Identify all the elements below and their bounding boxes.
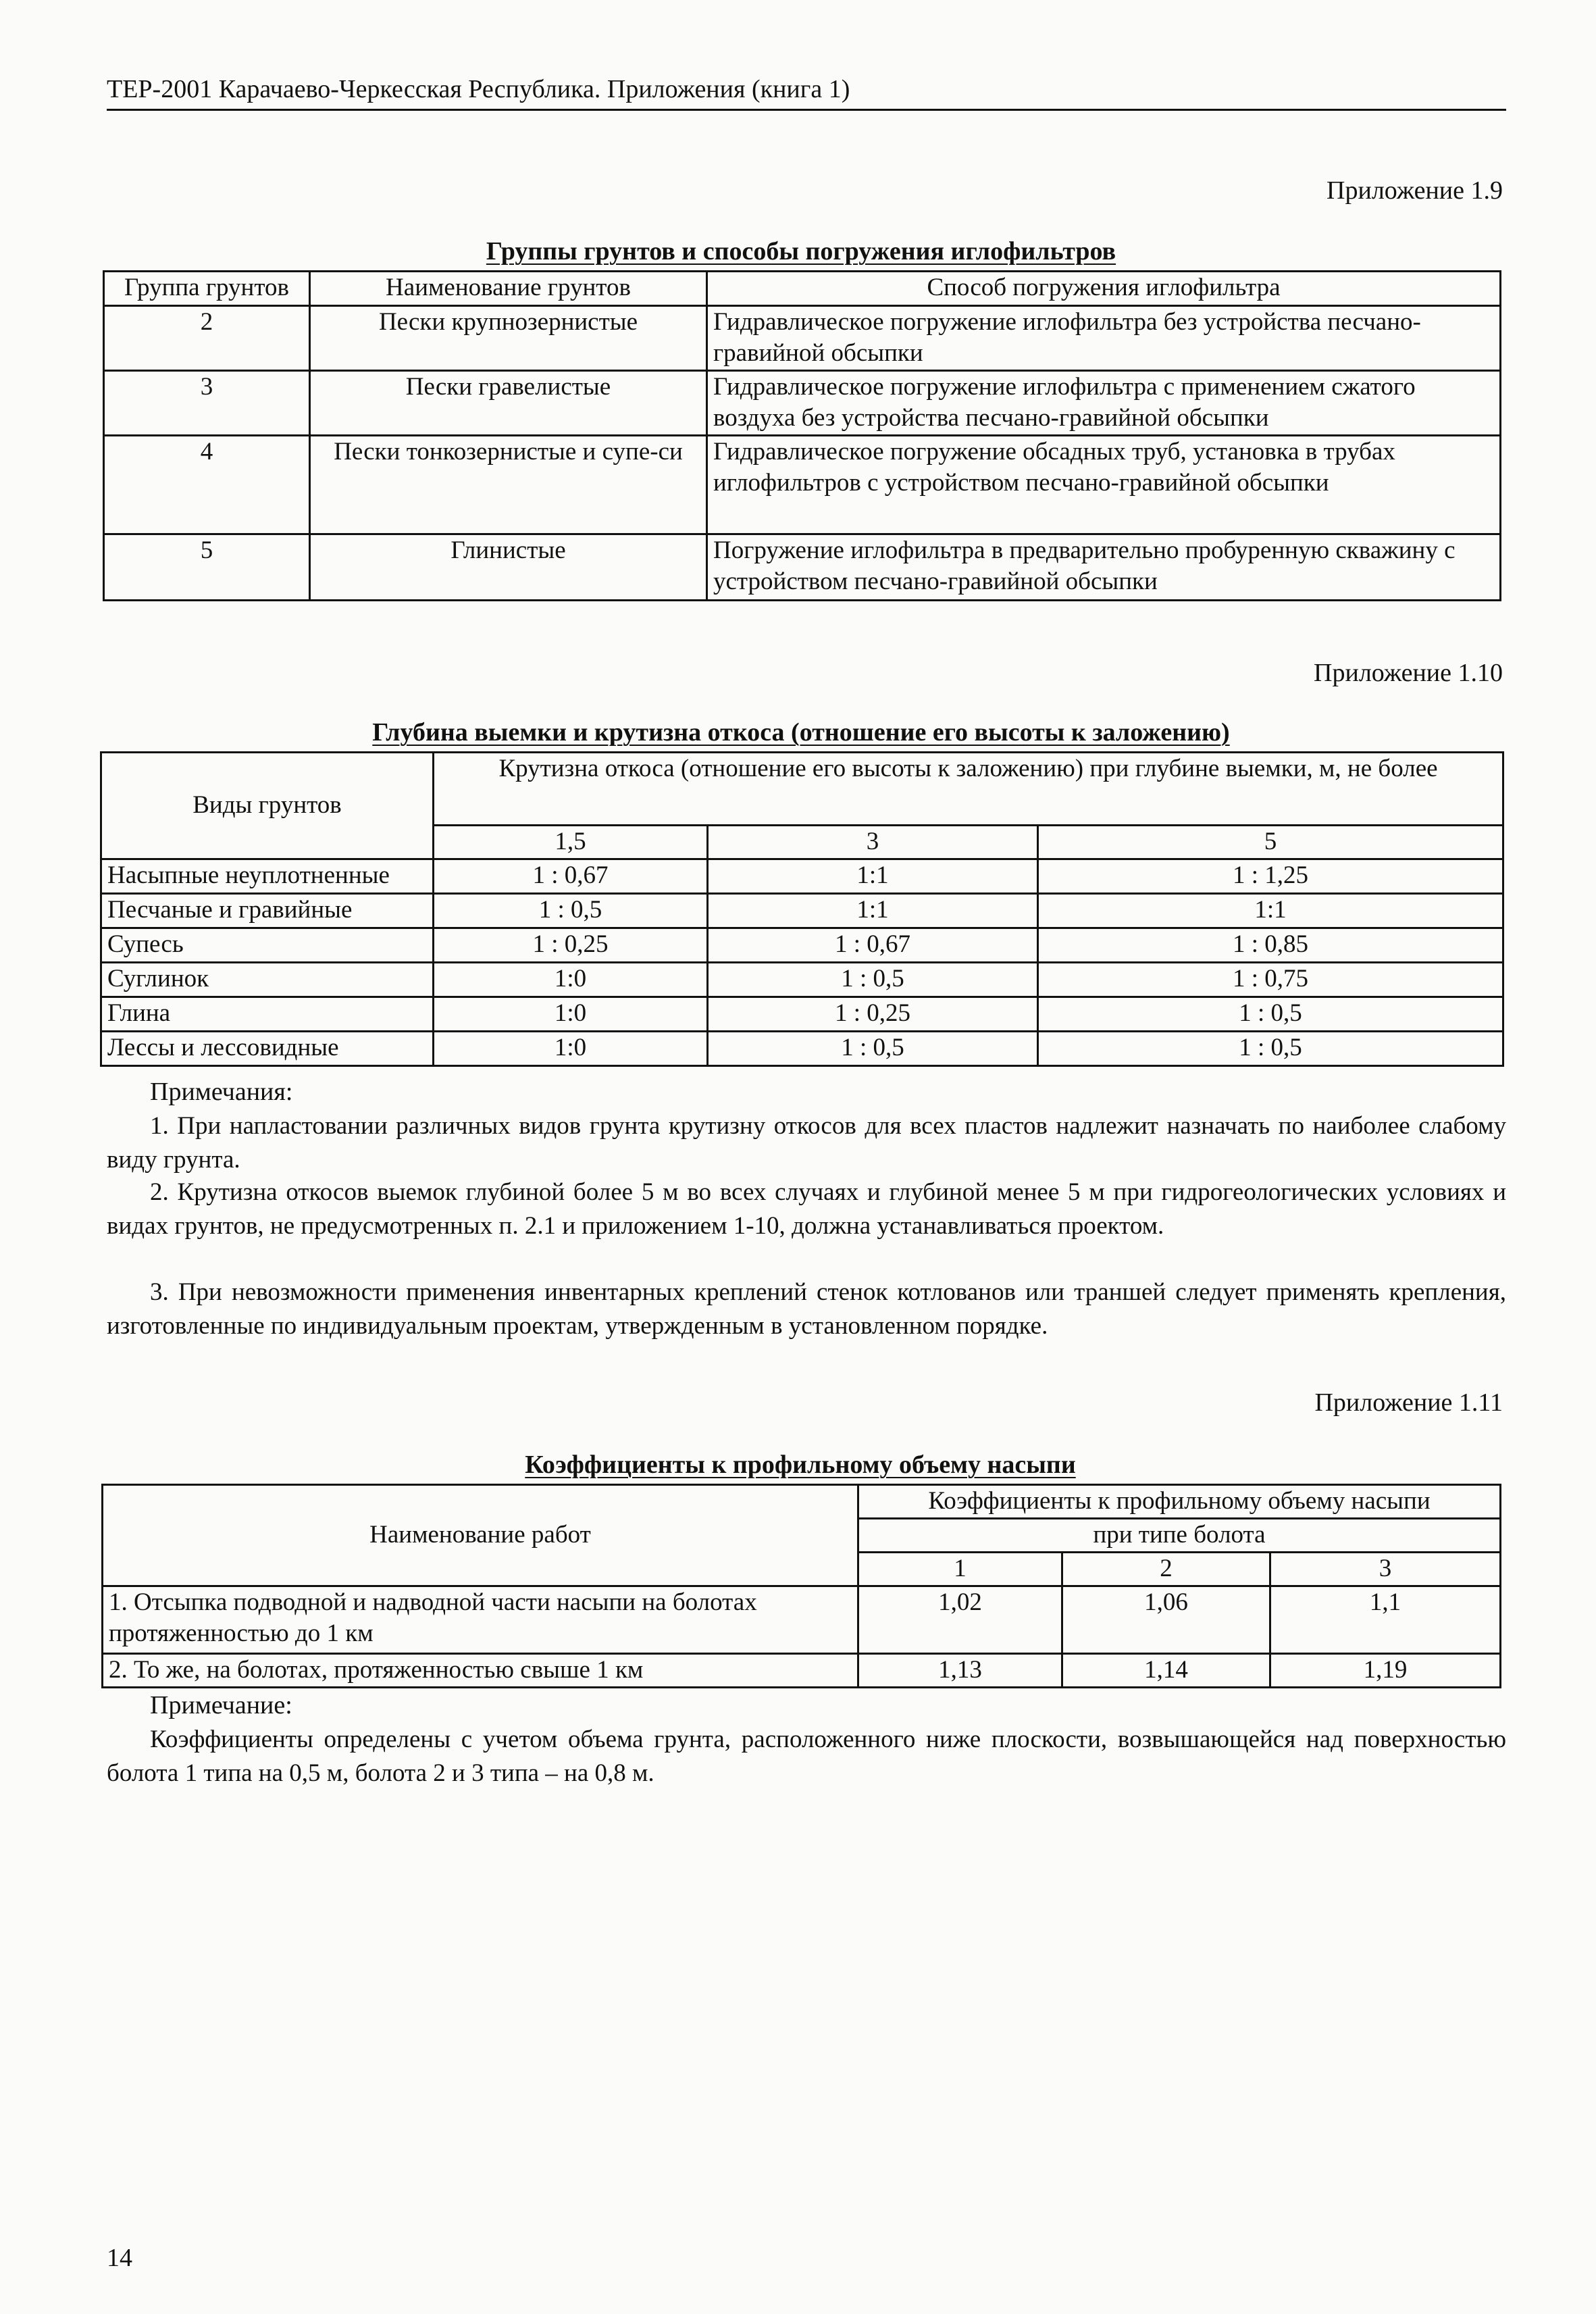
slope-cell: 1 : 0,67: [708, 928, 1038, 963]
soil-group-cell: 4: [104, 436, 310, 534]
soil-groups-table: [103, 270, 1501, 601]
column-header-type: 1: [858, 1553, 1062, 1586]
note-heading: Примечание:: [150, 1691, 292, 1719]
table-row: [104, 436, 1501, 534]
column-header-type: 2: [1062, 1553, 1270, 1586]
work-name-cell: 2. То же, на болотах, протяженностью свыше 1 км: [103, 1654, 858, 1688]
table-row: [104, 534, 1501, 601]
column-header-soil-type: Виды грунтов: [101, 753, 434, 859]
slope-cell: 1 : 0,5: [1038, 997, 1503, 1032]
slope-cell: 1 : 0,25: [434, 928, 708, 963]
slope-cell: 1:1: [708, 894, 1038, 928]
work-name-cell: 1. Отсыпка подводной и надводной части насыпи на болотах протяженностью до 1 км: [103, 1586, 858, 1654]
column-header-name: Наименование грунтов: [310, 272, 707, 306]
table-row: [104, 371, 1501, 436]
column-header-depth: 5: [1038, 826, 1503, 859]
immersion-method-cell: Гидравлическое погружение иглофильтра без устройства песчано-гравийной обсыпки: [707, 306, 1501, 371]
page-number: 14: [107, 2244, 132, 2272]
appendix-1-10-title-text: Глубина выемки и крутизна откоса (отношение его высоты к заложению): [372, 718, 1230, 747]
coefficient-cell: 1,06: [1062, 1586, 1270, 1654]
appendix-1-11-title-text: Коэффициенты к профильному объему насыпи: [525, 1451, 1076, 1479]
coefficient-cell: 1,1: [1270, 1586, 1501, 1654]
appendix-1-9-title-text: Группы грунтов и способы погружения иглофильтров: [486, 237, 1116, 266]
running-header: ТЕР-2001 Карачаево-Черкесская Республика. Приложения (книга 1): [107, 73, 1506, 111]
table-row: [101, 894, 1503, 928]
slope-cell: 1:0: [434, 997, 708, 1032]
appendix-1-10-label: Приложение 1.10: [1314, 659, 1503, 687]
soil-group-cell: 5: [104, 534, 310, 601]
slope-cell: 1 : 0,5: [434, 894, 708, 928]
table-row: [104, 306, 1501, 371]
slope-cell: 1:1: [1038, 894, 1503, 928]
slope-cell: 1 : 0,5: [1038, 1032, 1503, 1066]
table-row: [101, 997, 1503, 1032]
slope-cell: 1 : 0,67: [434, 859, 708, 894]
column-header-method: Способ погружения иглофильтра: [707, 272, 1501, 306]
slope-cell: 1 : 0,75: [1038, 963, 1503, 997]
column-header-slope-group: Крутизна откоса (отношение его высоты к заложению) при глубине выемки, м, не более: [434, 753, 1503, 826]
soil-name-cell: Пески крупнозернистые: [310, 306, 707, 371]
soil-type-cell: Глина: [101, 997, 434, 1032]
coefficient-cell: 1,13: [858, 1654, 1062, 1688]
appendix-1-11-title: [101, 1451, 1499, 1480]
table-row: [101, 859, 1503, 894]
column-header-group: Группа грунтов: [104, 272, 310, 306]
appendix-1-10-title: [100, 719, 1502, 747]
table-header-row: [104, 272, 1501, 306]
immersion-method-cell: Гидравлическое погружение обсадных труб, установка в трубах иглофильтров с устройством песчано-гравийной обсыпки: [707, 436, 1501, 534]
appendix-1-9-title: [103, 238, 1499, 266]
slope-cell: 1:0: [434, 1032, 708, 1066]
embankment-coefficients-table: [101, 1484, 1501, 1688]
slope-cell: 1 : 1,25: [1038, 859, 1503, 894]
column-header-depth: 1,5: [434, 826, 708, 859]
soil-type-cell: Песчаные и гравийные: [101, 894, 434, 928]
soil-name-cell: Пески тонкозернистые и супе-си: [310, 436, 707, 534]
coefficient-cell: 1,14: [1062, 1654, 1270, 1688]
immersion-method-cell: Гидравлическое погружение иглофильтра с применением сжатого воздуха без устройства песчано-гравийной обсыпки: [707, 371, 1501, 436]
slope-cell: 1 : 0,5: [708, 1032, 1038, 1066]
soil-type-cell: Суглинок: [101, 963, 434, 997]
note-paragraph: 3. При невозможности применения инвентарных креплений стенок котлованов или траншей следует применять крепления, изготовленные по индивидуальным проектам, утвержденным в установленном порядке.: [107, 1278, 1506, 1340]
immersion-method-cell: Погружение иглофильтра в предварительно пробуренную скважину с устройством песчано-гравийной обсыпки: [707, 534, 1501, 601]
soil-type-cell: Лессы и лессовидные: [101, 1032, 434, 1066]
table-row: [101, 928, 1503, 963]
appendix-1-9-label: Приложение 1.9: [1327, 176, 1503, 205]
soil-name-cell: Пески гравелистые: [310, 371, 707, 436]
coefficient-cell: 1,19: [1270, 1654, 1501, 1688]
table-row: [101, 1032, 1503, 1066]
column-header-swamp-type: при типе болота: [858, 1519, 1501, 1553]
table-header-row: [101, 753, 1503, 826]
soil-group-cell: 3: [104, 371, 310, 436]
slope-cell: 1 : 0,5: [708, 963, 1038, 997]
notes-heading: Примечания:: [150, 1078, 293, 1106]
column-header-coefficients: Коэффициенты к профильному объему насыпи: [858, 1485, 1501, 1519]
slope-cell: 1:1: [708, 859, 1038, 894]
slope-cell: 1 : 0,85: [1038, 928, 1503, 963]
note-paragraph: Коэффициенты определены с учетом объема грунта, расположенного ниже плоскости, возвышающейся над поверхностью болота 1 типа на 0,5 м, болота 2 и 3 типа – на 0,8 м.: [107, 1726, 1506, 1787]
column-header-type: 3: [1270, 1553, 1501, 1586]
table-row: [103, 1654, 1501, 1688]
note-paragraph: 1. При напластовании различных видов грунта крутизну откосов для всех пластов надлежит назначать по наиболее слабому виду грунта.: [107, 1112, 1506, 1174]
soil-type-cell: Насыпные неуплотненные: [101, 859, 434, 894]
slope-cell: 1 : 0,25: [708, 997, 1038, 1032]
note-paragraph: 2. Крутизна откосов выемок глубиной более 5 м во всех случаях и глубиной менее 5 м при гидрогеологических условиях и видах грунтов, не предусмотренных п. 2.1 и приложением 1-10, должна устанавливаться проектом.: [107, 1178, 1506, 1240]
soil-type-cell: Супесь: [101, 928, 434, 963]
slope-cell: 1:0: [434, 963, 708, 997]
soil-name-cell: Глинистые: [310, 534, 707, 601]
coefficient-cell: 1,02: [858, 1586, 1062, 1654]
appendix-1-11-label: Приложение 1.11: [1314, 1388, 1503, 1417]
table-row: [103, 1586, 1501, 1654]
column-header-depth: 3: [708, 826, 1038, 859]
soil-group-cell: 2: [104, 306, 310, 371]
table-header-row: [103, 1485, 1501, 1519]
table-row: [101, 963, 1503, 997]
slope-steepness-table: [100, 751, 1504, 1067]
column-header-work-name: Наименование работ: [103, 1485, 858, 1586]
